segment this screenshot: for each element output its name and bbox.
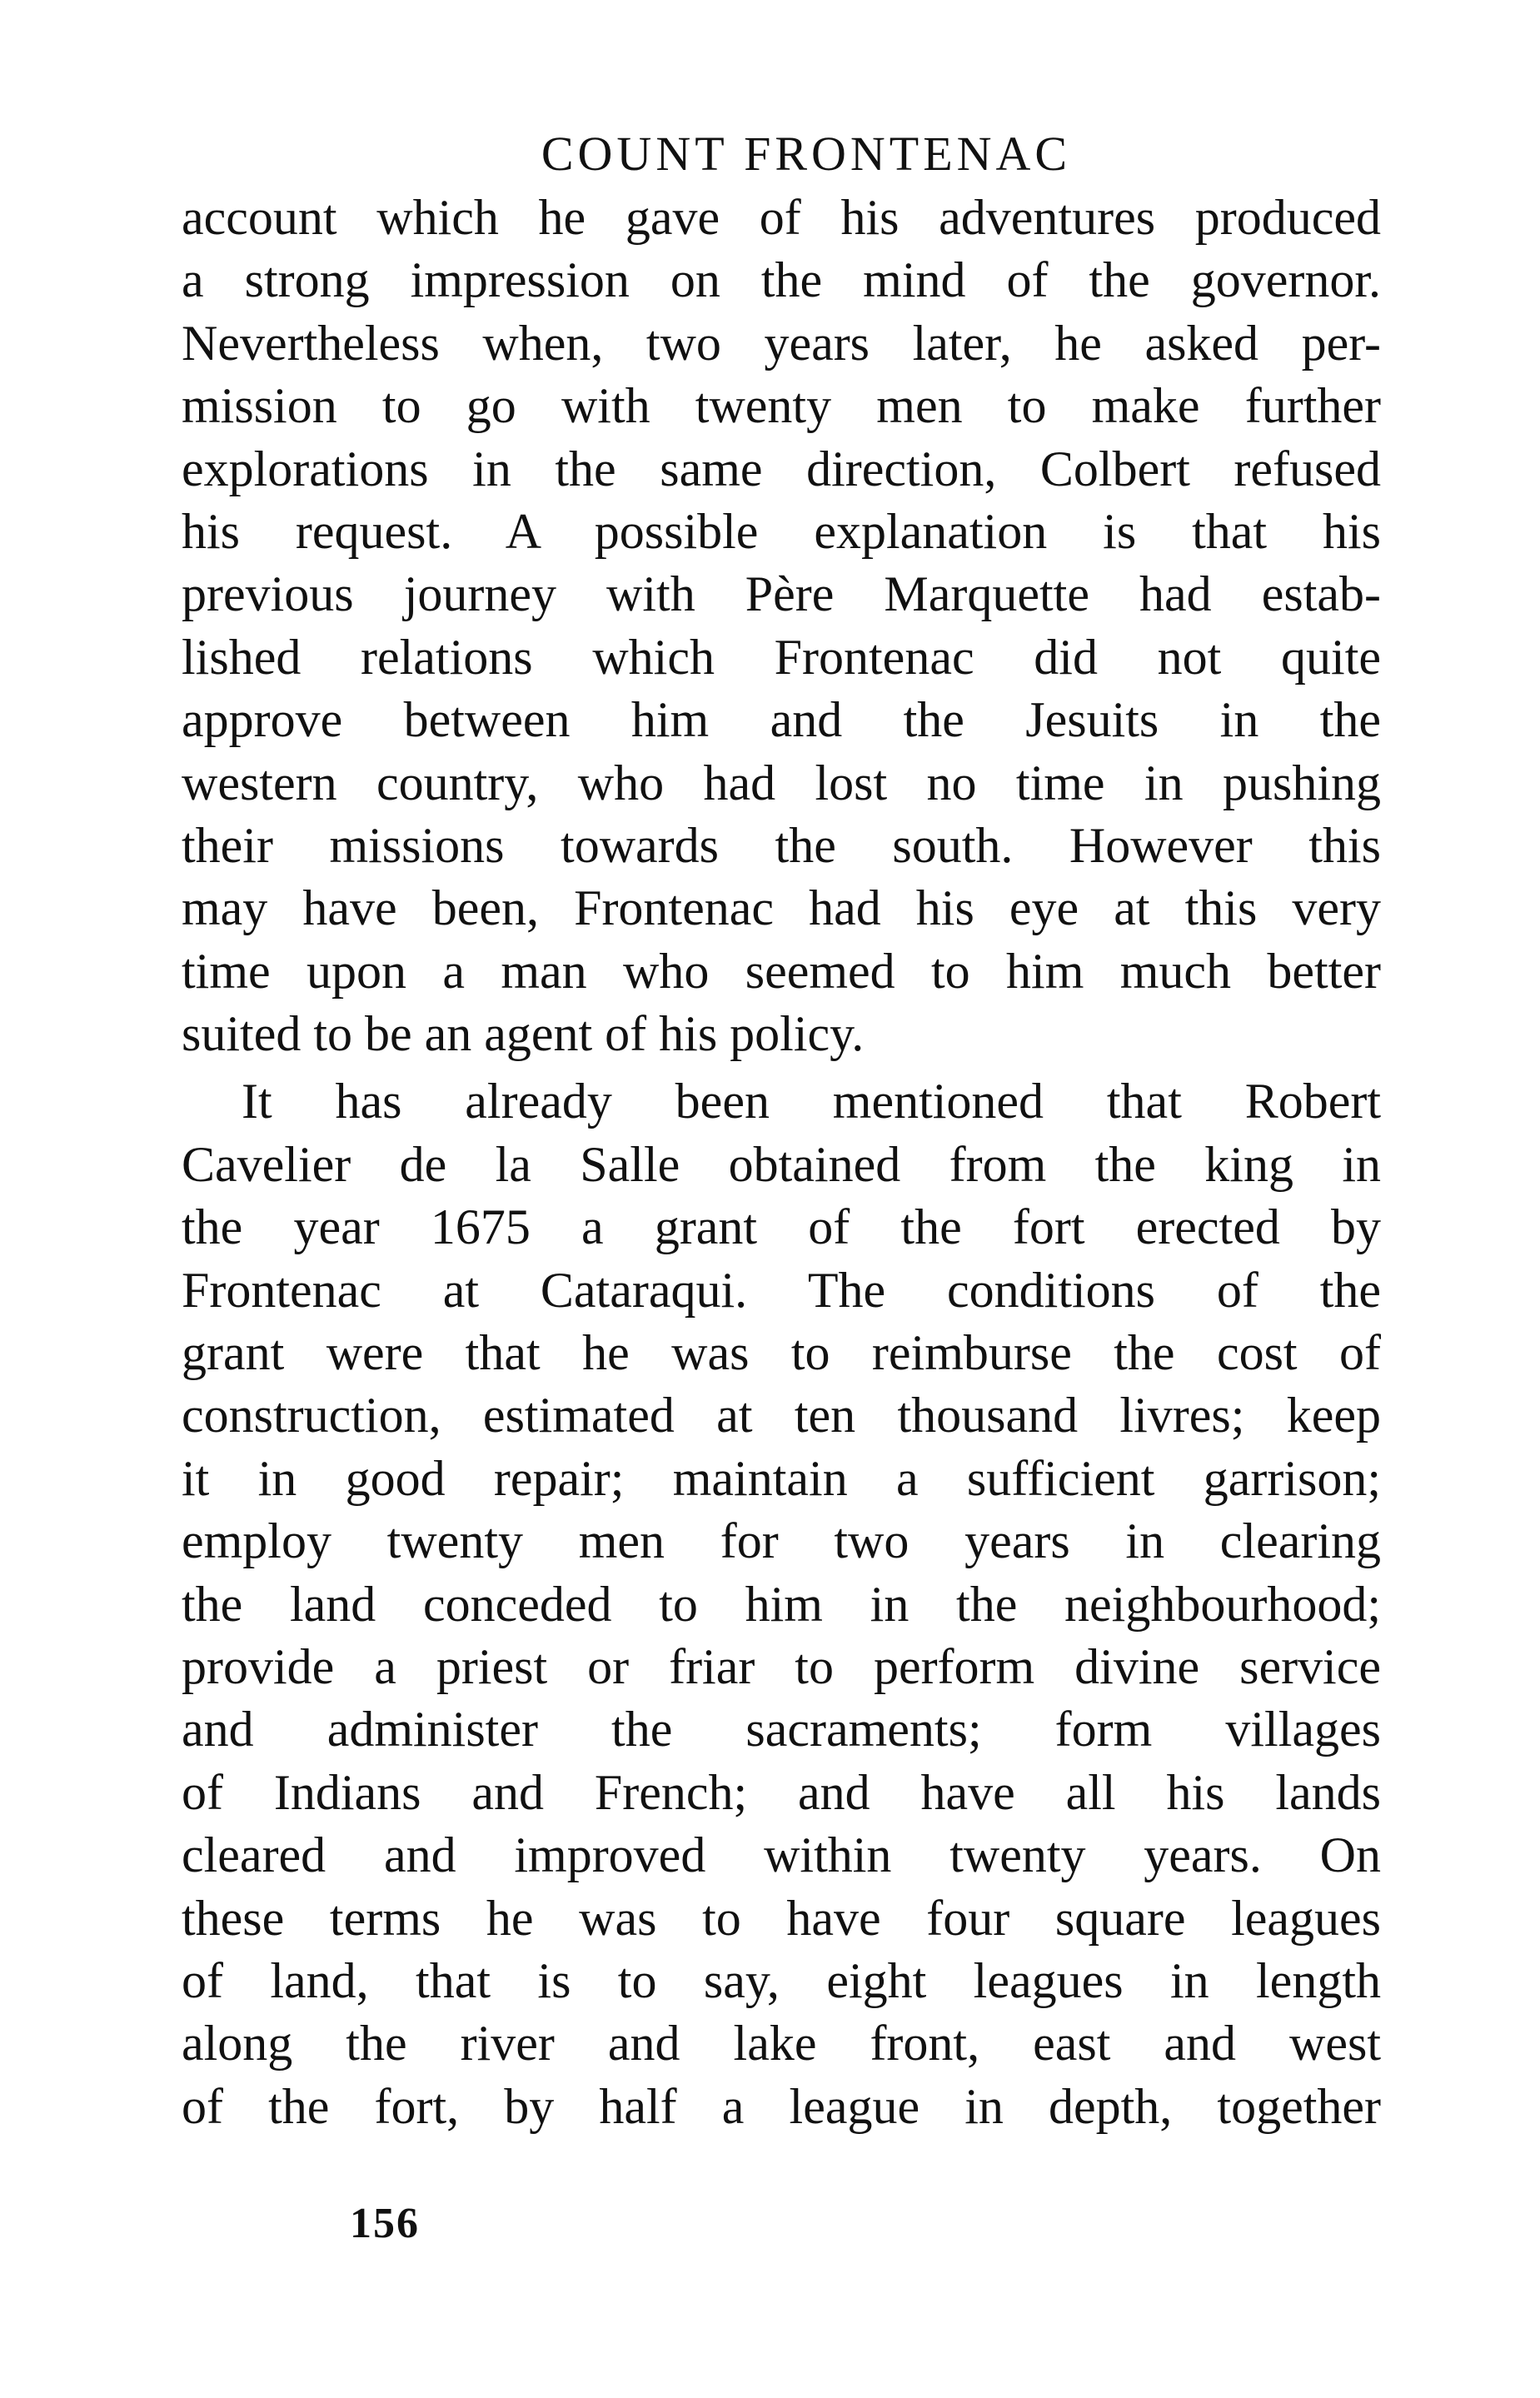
text-line: lished relations which Frontenac did not quite <box>182 629 1381 685</box>
running-head: COUNT FRONTENAC <box>541 127 1072 181</box>
body-text <box>182 187 1381 2138</box>
text-line: employ twenty men for two years in clearing <box>182 1513 1381 1569</box>
text-line: previous journey with Père Marquette had estab- <box>182 566 1381 622</box>
text-line: along the river and lake front, east and west <box>182 2016 1381 2071</box>
text-line: account which he gave of his adventures produced <box>182 190 1381 245</box>
text-line: mission to go with twenty men to make further <box>182 378 1381 434</box>
book-page <box>182 125 1381 2138</box>
text-line: these terms he was to have four square leagues <box>182 1890 1381 1946</box>
page-number: 156 <box>350 2200 420 2247</box>
text-line: Nevertheless when, two years later, he asked per- <box>182 315 1381 371</box>
text-line: his request. A possible explanation is that his <box>182 503 1381 559</box>
text-line: the year 1675 a grant of the fort erected by <box>182 1199 1381 1255</box>
text-line: it in good repair; maintain a sufficient garrison; <box>182 1450 1381 1506</box>
text-line: the land conceded to him in the neighbourhood; <box>182 1576 1381 1632</box>
text-line: western country, who had lost no time in pushing <box>182 755 1381 810</box>
text-line: construction, estimated at ten thousand livres; keep <box>182 1388 1381 1443</box>
text-line: cleared and improved within twenty years. On <box>182 1827 1381 1883</box>
text-line: may have been, Frontenac had his eye at this very <box>182 880 1381 936</box>
text-line: Frontenac at Cataraqui. The conditions of the <box>182 1262 1381 1318</box>
paragraph <box>182 187 1381 1065</box>
text-line: a strong impression on the mind of the governor. <box>182 252 1381 308</box>
text-line: provide a priest or friar to perform divine service <box>182 1638 1381 1694</box>
paragraph <box>182 1070 1381 2138</box>
text-line: It has already been mentioned that Robert <box>242 1074 1381 1129</box>
text-line: Cavelier de la Salle obtained from the king in <box>182 1136 1381 1192</box>
text-line: suited to be an agent of his policy. <box>182 1006 865 1062</box>
text-line: of land, that is to say, eight leagues in length <box>182 1952 1381 2008</box>
text-line: and administer the sacraments; form villages <box>182 1702 1381 1757</box>
text-line: time upon a man who seemed to him much better <box>182 943 1381 999</box>
text-line: grant were that he was to reimburse the cost of <box>182 1325 1381 1381</box>
text-line: their missions towards the south. However this <box>182 817 1381 873</box>
text-line: of the fort, by half a league in depth, together <box>182 2078 1381 2134</box>
text-line: explorations in the same direction, Colbert refused <box>182 441 1381 496</box>
text-line: of Indians and French; and have all his lands <box>182 1764 1381 1820</box>
text-line: approve between him and the Jesuits in the <box>182 692 1381 748</box>
